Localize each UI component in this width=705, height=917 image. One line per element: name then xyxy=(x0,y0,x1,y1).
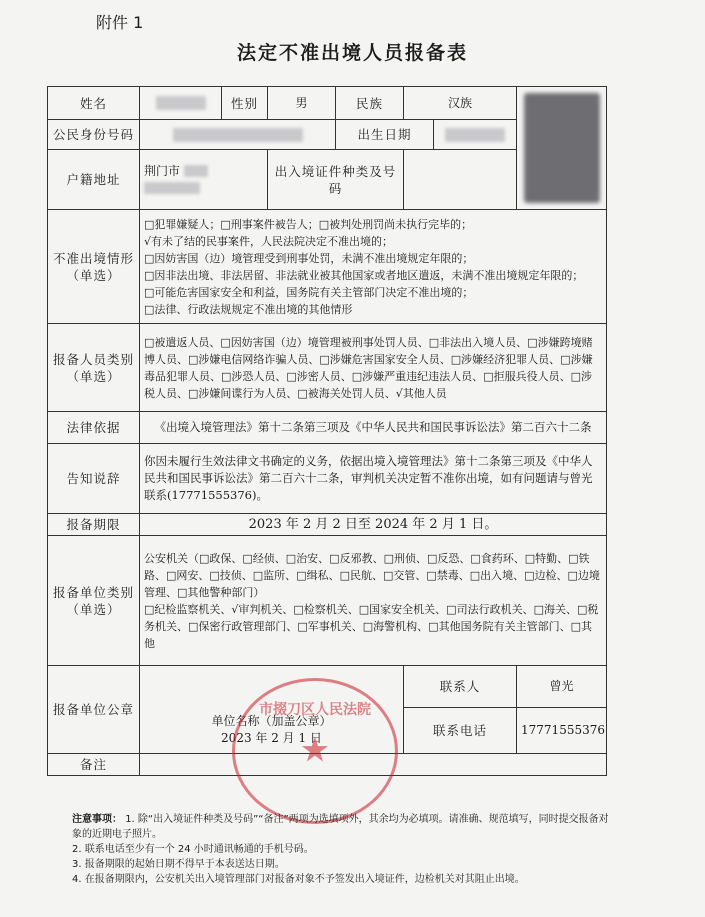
name-value[interactable] xyxy=(140,87,222,120)
photo-cell xyxy=(517,87,607,210)
redacted-address xyxy=(184,165,208,177)
gender-value[interactable]: 男 xyxy=(268,87,336,120)
name-label: 姓名 xyxy=(48,87,140,120)
gender-label: 性别 xyxy=(222,87,268,120)
notice-value: 你因未履行生效法律文书确定的义务，依据出境入境管理法》第十二条第三项及《中华人民共和国民事诉讼法》第二百六十二条，审判机关决定暂不准你出境，如有问题请与曾光联系(17771555376)。 xyxy=(140,444,607,514)
redacted-name xyxy=(156,96,206,110)
redacted-birth-date xyxy=(445,128,505,142)
notice-label: 告知说辞 xyxy=(48,444,140,514)
contact-value[interactable]: 曾光 xyxy=(517,666,607,708)
unit-seal-date: 2023 年 2 月 1 日 xyxy=(221,731,322,745)
restriction-single-choice: （单选） xyxy=(66,267,121,283)
legal-basis-label: 法律依据 xyxy=(48,412,140,444)
legal-basis-value: 《出境入境管理法》第十二条第三项及《中华人民共和国民事诉讼法》第二百六十二条 xyxy=(140,412,607,444)
category-label-text: 报备人员类别 xyxy=(52,351,134,367)
form-title: 法定不准出境人员报备表 xyxy=(236,42,468,64)
unit-seal-label: 报备单位公章 xyxy=(48,666,140,754)
note-item: 2. 联系电话至少有一个 24 小时通讯畅通的手机号码。 xyxy=(72,844,314,855)
unit-category-label-text: 报备单位类别 xyxy=(52,584,134,600)
period-label: 报备期限 xyxy=(48,514,140,536)
unit-seal-area xyxy=(140,666,404,754)
restriction-option-checked[interactable]: √有未了结的民事案件，人民法院决定不准出境的； xyxy=(144,234,394,248)
note-item: 1. 除“出入境证件种类及号码”“备注”两项为选填项外，其余均为必填项。请准确、规范填写，同时提交报备对象的近期电子照片。 xyxy=(72,814,609,840)
period-value: 2023 年 2 月 2 日至 2024 年 2 月 1 日。 xyxy=(140,514,607,536)
unit-category-label xyxy=(48,536,140,666)
restriction-option[interactable]: □犯罪嫌疑人；□刑事案件被告人；□被判处刑罚尚未执行完毕的； xyxy=(144,217,473,231)
unit-name-label: 单位名称（加盖公章） xyxy=(211,714,332,728)
remarks-label: 备注 xyxy=(48,754,140,776)
doc-type-value[interactable] xyxy=(404,150,517,210)
restriction-options[interactable] xyxy=(140,210,607,324)
note-item: 3. 报备期限的起始日期不得早于本表送达日期。 xyxy=(72,859,285,870)
report-form xyxy=(47,86,607,776)
restriction-label-text: 不准出境情形 xyxy=(52,250,134,266)
restriction-option[interactable]: □可能危害国家安全和利益，国务院有关主管部门决定不准出境的； xyxy=(144,285,474,299)
notes-heading: 注意事项： xyxy=(72,814,122,825)
household-value[interactable] xyxy=(140,150,268,210)
notes-section xyxy=(72,812,612,887)
attachment-label: 附件 1 xyxy=(96,13,144,32)
ethnicity-label: 民族 xyxy=(336,87,404,120)
category-options[interactable]: □被遣返人员、□因妨害国（边）境管理被刑事处罚人员、□非法出入境人员、□涉嫌跨境赌博人员、□涉嫌电信网络诈骗人员、□涉嫌危害国家安全人员、□涉嫌经济犯罪人员、□涉嫌毒品犯罪人员、□涉恐人员、□涉密人员、□涉嫌严重违纪违法人员、□拒服兵役人员、□涉税人员、□涉嫌间谍行为人员、□被海关处罚人员、√其他人员 xyxy=(140,324,607,412)
phone-label: 联系电话 xyxy=(404,708,517,754)
restriction-option[interactable]: □因妨害国（边）境管理受到刑事处罚，未满不准出境规定年限的； xyxy=(144,251,474,265)
ethnicity-value[interactable]: 汉族 xyxy=(404,87,517,120)
category-label xyxy=(48,324,140,412)
redacted-address-2 xyxy=(144,182,200,194)
id-number-label: 公民身份号码 xyxy=(48,120,140,150)
redacted-photo xyxy=(524,93,600,203)
contact-label: 联系人 xyxy=(404,666,517,708)
doc-type-label: 出入境证件种类及号码 xyxy=(268,150,404,210)
birth-date-value[interactable] xyxy=(434,120,517,150)
restriction-option[interactable]: □法律、行政法规规定不准出境的其他情形 xyxy=(144,302,353,316)
unit-category-single-choice: （单选） xyxy=(66,601,121,617)
id-number-value[interactable] xyxy=(140,120,336,150)
redacted-id xyxy=(173,128,303,142)
public-security-options[interactable]: 公安机关（□政保、□经侦、□治安、□反邪教、□刑侦、□反恐、□食药环、□特勤、□铁路、□网安、□技侦、□监所、□缉私、□民航、□交管、□禁毒、□出入境、□边检、□边境管理、□其他警种部门） xyxy=(144,551,600,599)
other-unit-options[interactable]: □纪检监察机关、√审判机关、□检察机关、□国家安全机关、□司法行政机关、□海关、□税务机关、□保密行政管理部门、□军事机关、□海警机构、□其他国务院有关主管部门、□其他 xyxy=(144,602,599,650)
remarks-value[interactable] xyxy=(140,754,607,776)
note-item: 4. 在报备期限内，公安机关出入境管理部门对报备对象不予签发出入境证件，边检机关对其阻止出境。 xyxy=(72,874,525,885)
household-label: 户籍地址 xyxy=(48,150,140,210)
phone-value[interactable]: 17771555376 xyxy=(517,708,607,754)
household-prefix: 荆门市 xyxy=(144,163,181,178)
unit-category-options[interactable] xyxy=(140,536,607,666)
restriction-label xyxy=(48,210,140,324)
seal-text: 市掇刀区人民法院 xyxy=(259,702,371,718)
seal-star-icon: ★ xyxy=(301,733,329,768)
category-single-choice: （单选） xyxy=(66,368,121,384)
restriction-option[interactable]: □因非法出境、非法居留、非法就业被其他国家或者地区遣返，未满不准出境规定年限的； xyxy=(144,268,584,282)
birth-date-label: 出生日期 xyxy=(336,120,434,150)
